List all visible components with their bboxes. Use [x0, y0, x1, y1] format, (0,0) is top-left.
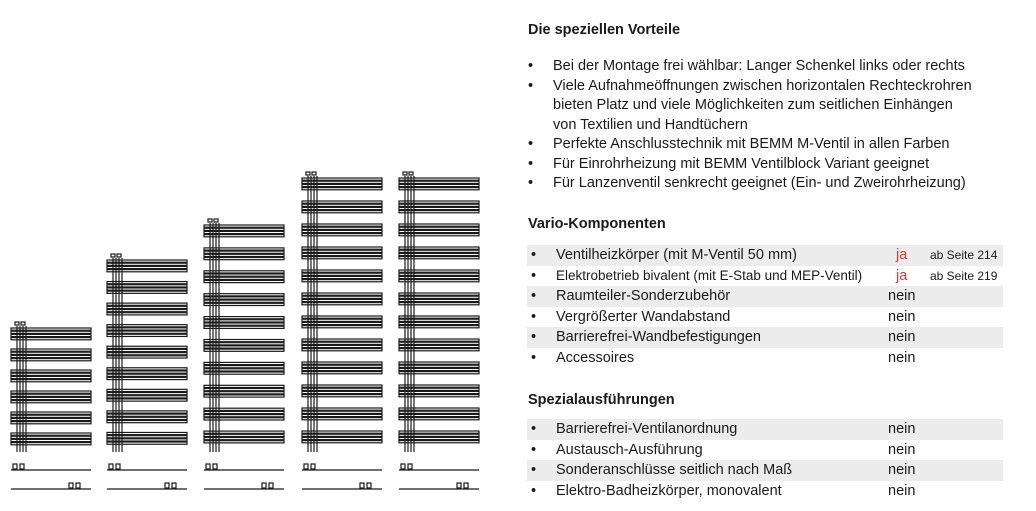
radiator-cap	[403, 172, 407, 175]
advantage-text: bieten Platz und viele Möglichkeiten zum seitlichen Einhängen	[553, 97, 953, 113]
table-row	[527, 266, 1003, 287]
row-label: Ventilheizkörper (mit M-Ventil 50 mm)	[556, 247, 797, 263]
special-table	[527, 419, 1003, 501]
radiator-valve	[457, 483, 461, 488]
row-label: Austausch-Ausführung	[556, 441, 703, 458]
table-row	[527, 348, 1003, 369]
bullet-icon: •	[531, 462, 537, 478]
components-table	[527, 245, 1003, 368]
radiator-cap	[409, 172, 413, 175]
table-row	[527, 327, 1003, 348]
advantages-title: Die speziellen Vorteile	[528, 22, 681, 38]
radiator-foot	[408, 464, 412, 469]
advantage-item	[528, 135, 1008, 155]
radiator-valve	[76, 483, 80, 488]
row-label: Accessoires	[556, 349, 635, 366]
bullet-icon: •	[531, 349, 537, 366]
radiator-foot	[311, 464, 315, 469]
special-title: Spezialausführungen	[528, 392, 675, 408]
row-label: Barrierefrei-Wandbefestigungen	[556, 329, 761, 345]
table-row	[527, 419, 1003, 440]
table-row	[527, 440, 1003, 461]
row-value: nein	[888, 462, 916, 478]
bullet-icon: •	[531, 329, 537, 345]
row-label: Vergrößerter Wandabstand	[556, 308, 731, 325]
radiator-cap	[117, 254, 121, 257]
radiator-drawing	[399, 172, 479, 489]
row-label: Elektro-Badheizkörper, monovalent	[556, 482, 782, 499]
radiator-drawing	[107, 254, 187, 489]
radiator-cap	[208, 219, 212, 222]
row-label: Barrierefrei-Ventilanordnung	[556, 421, 738, 437]
advantage-text: von Textilien und Handtüchern	[553, 116, 748, 133]
bullet-icon: •	[531, 482, 537, 499]
table-row	[527, 286, 1003, 307]
radiator-valve	[69, 483, 73, 488]
radiator-valve	[172, 483, 176, 488]
advantage-item	[528, 57, 1008, 77]
row-label: Sonderanschlüsse seitlich nach Maß	[556, 462, 793, 478]
bullet-icon: •	[528, 58, 534, 74]
radiator-drawing	[11, 322, 91, 489]
row-value: nein	[888, 482, 916, 499]
advantage-item	[528, 155, 1008, 175]
advantage-text: Viele Aufnahmeöffnungen zwischen horizontalen Rechteckrohren	[553, 77, 972, 94]
row-value: nein	[888, 329, 916, 345]
radiator-foot	[109, 464, 113, 469]
radiator-foot	[116, 464, 120, 469]
bullet-icon: •	[531, 288, 537, 304]
bullet-icon: •	[528, 136, 534, 152]
row-value: nein	[888, 349, 916, 366]
row-value: nein	[888, 421, 916, 437]
bullet-icon: •	[531, 247, 537, 263]
row-label: Raumteiler-Sonderzubehör	[556, 288, 731, 304]
advantage-item	[528, 174, 1008, 194]
table-row	[527, 481, 1003, 502]
row-value: nein	[888, 441, 916, 458]
bullet-icon: •	[531, 308, 537, 325]
row-label: Elektrobetrieb bivalent (mit E-Stab und MEP-Ventil)	[556, 267, 863, 283]
components-title: Vario-Komponenten	[528, 216, 666, 232]
radiator-drawing	[204, 219, 284, 489]
radiator-valve	[367, 483, 371, 488]
row-value: nein	[888, 288, 916, 304]
radiator-foot	[13, 464, 17, 469]
radiator-foot	[206, 464, 210, 469]
radiator-foot	[304, 464, 308, 469]
radiator-cap	[21, 322, 25, 325]
row-page-ref: ab Seite 214	[930, 248, 998, 262]
radiator-valve	[269, 483, 273, 488]
bullet-icon: •	[531, 441, 537, 458]
radiator-cap	[15, 322, 19, 325]
radiator-valve	[165, 483, 169, 488]
bullet-icon: •	[531, 267, 537, 284]
row-value: nein	[888, 308, 916, 325]
radiator-cap	[312, 172, 316, 175]
row-value: ja	[896, 247, 908, 263]
advantage-item	[528, 77, 1008, 136]
table-row	[527, 307, 1003, 328]
radiator-drawing	[302, 172, 382, 489]
radiator-cap	[214, 219, 218, 222]
advantage-text: Für Einrohrheizung mit BEMM Ventilblock Variant geeignet	[553, 155, 930, 172]
advantage-text: Perfekte Anschlusstechnik mit BEMM M-Ventil in allen Farben	[553, 136, 950, 152]
radiator-valve	[262, 483, 266, 488]
radiator-cap	[306, 172, 310, 175]
bullet-icon: •	[528, 77, 534, 94]
bullet-icon: •	[531, 421, 537, 437]
radiator-foot	[213, 464, 217, 469]
radiator-size-illustrations	[0, 0, 500, 511]
radiator-valve	[360, 483, 364, 488]
advantage-text: Bei der Montage frei wählbar: Langer Schenkel links oder rechts	[553, 58, 965, 74]
bullet-icon: •	[528, 155, 534, 172]
radiator-foot	[20, 464, 24, 469]
bullet-icon: •	[528, 175, 534, 191]
advantages-list	[528, 57, 1008, 194]
radiator-foot	[401, 464, 405, 469]
table-row	[527, 460, 1003, 481]
radiator-valve	[464, 483, 468, 488]
table-row	[527, 245, 1003, 266]
advantage-text: Für Lanzenventil senkrecht geeignet (Ein- und Zweirohrheizung)	[553, 175, 966, 191]
row-page-ref: ab Seite 219	[930, 268, 998, 283]
row-value: ja	[896, 267, 908, 284]
radiator-cap	[111, 254, 115, 257]
